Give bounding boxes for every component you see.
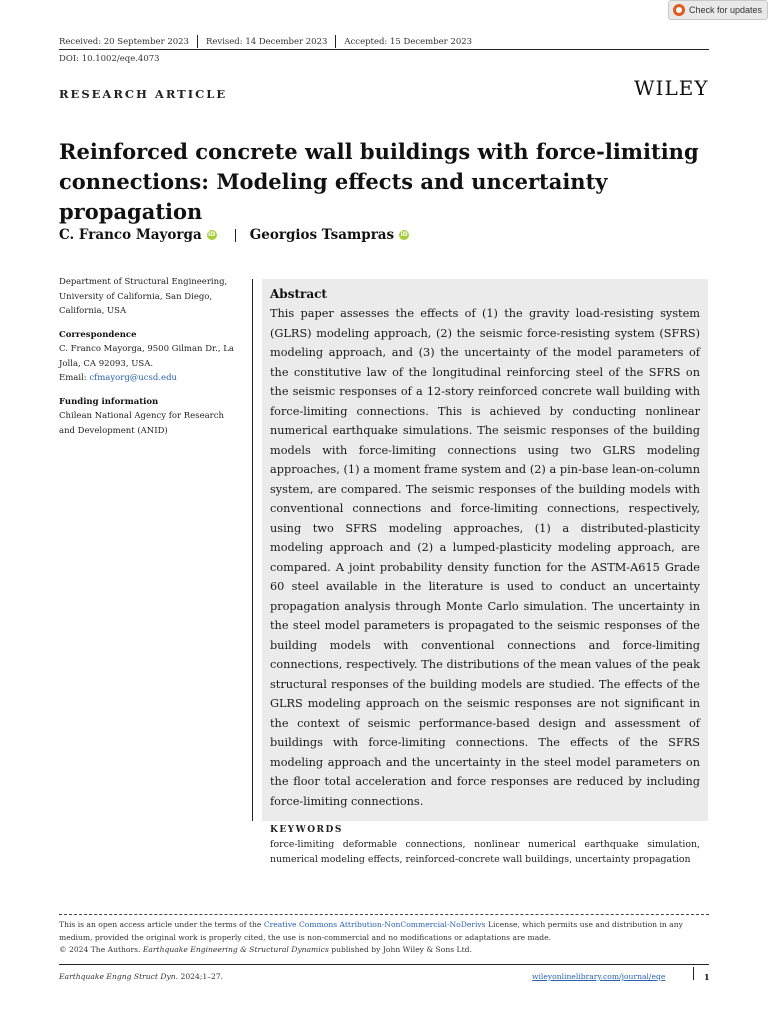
- article-type: RESEARCH ARTICLE: [59, 87, 228, 101]
- journal-citation: [59, 972, 223, 981]
- article-dates: [59, 35, 472, 48]
- license-notice: [59, 919, 711, 957]
- license-text: This is an open access article under the terms of the: [59, 920, 264, 929]
- author-list: [59, 227, 409, 243]
- funding-block: [59, 395, 239, 439]
- check-for-updates-button[interactable]: [668, 0, 768, 20]
- column-divider: [252, 279, 253, 821]
- revised-date: Revised: 14 December 2023: [205, 36, 328, 47]
- affiliation: Department of Structural Engineering, University of California, San Diego, California, USA: [59, 277, 228, 316]
- abstract-text: This paper assesses the effects of (1) the gravity load-resisting system (GLRS) modeling approach, (2) the seismic force-resisting system (SFRS) modeling approach, and (3) the uncertainty of the model parameters of the constitutive law of the longitudinal reinforcing steel of the SFRS on the seismic responses of a 12-story reinforced concrete wall building with force-limiting connections. This is achieved by conducting nonlinear numerical earthquake simulations. The seismic responses of the building models with force-limiting connections using two GLRS modeling approaches, (1) a moment frame system and (2) a pin-base lean-on-column system, are compared. The seismic responses of the building models with conventional connections and force-limiting connections, respectively, using two SFRS modeling approaches, (1) a distributed-plasticity modeling approach and (2) a lumped-plasticity modeling approach, are compared. A joint probability density function for the ASTM-A615 Grade 60 steel available in the literature is used to conduct an uncertainty propagation analysis through Monte Carlo simulation. The uncertainty in the steel model parameters is propagated to the seismic responses of the building models with conventional connections and force-limiting connections, respectively. The distributions of the mean values of the peak structural responses of the building models are studied. The effects of the GLRS modeling approach on the seismic responses are not significant in the context of seismic performance-based design and assessment of buildings with force-limiting connections. The effects of the SFRS modeling approach and the uncertainty in the steel model parameters on the floor total acceleration and force responses are reduced by including force-limiting connections.: [270, 307, 700, 808]
- copyright-text: published by John Wiley & Sons Ltd.: [328, 945, 472, 954]
- correspondence-heading: Correspondence: [59, 329, 137, 340]
- footer-rule: [59, 964, 709, 965]
- divider: [197, 35, 198, 48]
- correspondence-address: C. Franco Mayorga, 9500 Gilman Dr., La Jolla, CA 92093, USA.: [59, 344, 234, 369]
- license-link[interactable]: Creative Commons Attribution-NonCommercial-NoDerivs: [263, 920, 486, 929]
- journal-url-link[interactable]: wileyonlinelibrary.com/journal/eqe: [532, 972, 666, 981]
- email-label: Email:: [59, 373, 90, 383]
- crossmark-icon: [673, 4, 685, 16]
- email-link[interactable]: cfmayorg@ucsd.edu: [89, 373, 177, 383]
- paper-title: Reinforced concrete wall buildings with force-limiting connections: Modeling effects and uncertainty propagation: [59, 139, 699, 224]
- author-name[interactable]: Georgios Tsampras: [249, 227, 395, 243]
- divider: [335, 35, 336, 48]
- header-rule: [59, 49, 709, 50]
- accepted-date: Accepted: 15 December 2023: [344, 36, 473, 47]
- divider: [235, 229, 236, 242]
- publisher-logo: WILEY: [634, 76, 709, 100]
- orcid-icon[interactable]: iD: [400, 231, 408, 238]
- journal-info: 2024;1–27.: [178, 972, 224, 981]
- divider: [693, 967, 694, 980]
- abstract-box: [262, 279, 708, 865]
- received-date: Received: 20 September 2023: [59, 36, 189, 47]
- journal-name: Earthquake Engineering & Structural Dynamics: [142, 945, 329, 954]
- funding-heading: Funding information: [59, 396, 159, 407]
- footnote-rule: [59, 914, 709, 915]
- check-for-updates-label: Check for updates: [689, 5, 763, 15]
- doi: DOI: 10.1002/eqe.4073: [59, 54, 160, 64]
- journal-abbrev: Earthquake Engng Struct Dyn.: [59, 972, 179, 981]
- keywords-text: force-limiting deformable connections, nonlinear numerical earthquake simulation, numerical modeling effects, reinforced-concrete wall buildings, uncertainty propagation: [270, 839, 700, 865]
- author-name[interactable]: C. Franco Mayorga: [59, 227, 202, 243]
- author-info-sidebar: [59, 275, 239, 447]
- license-text: License, which permits use and distribution in any medium, provided the original work is properly cited, the use is non-commercial and no modifications or adaptations are made.: [59, 920, 683, 942]
- orcid-icon[interactable]: iD: [208, 231, 216, 238]
- keywords-heading: KEYWORDS: [270, 825, 343, 835]
- funding-text: Chilean National Agency for Research and Development (ANID): [59, 411, 224, 436]
- page-number: 1: [704, 972, 710, 982]
- correspondence-block: [59, 328, 239, 386]
- abstract-heading: Abstract: [270, 287, 327, 301]
- copyright-text: © 2024 The Authors.: [59, 945, 143, 954]
